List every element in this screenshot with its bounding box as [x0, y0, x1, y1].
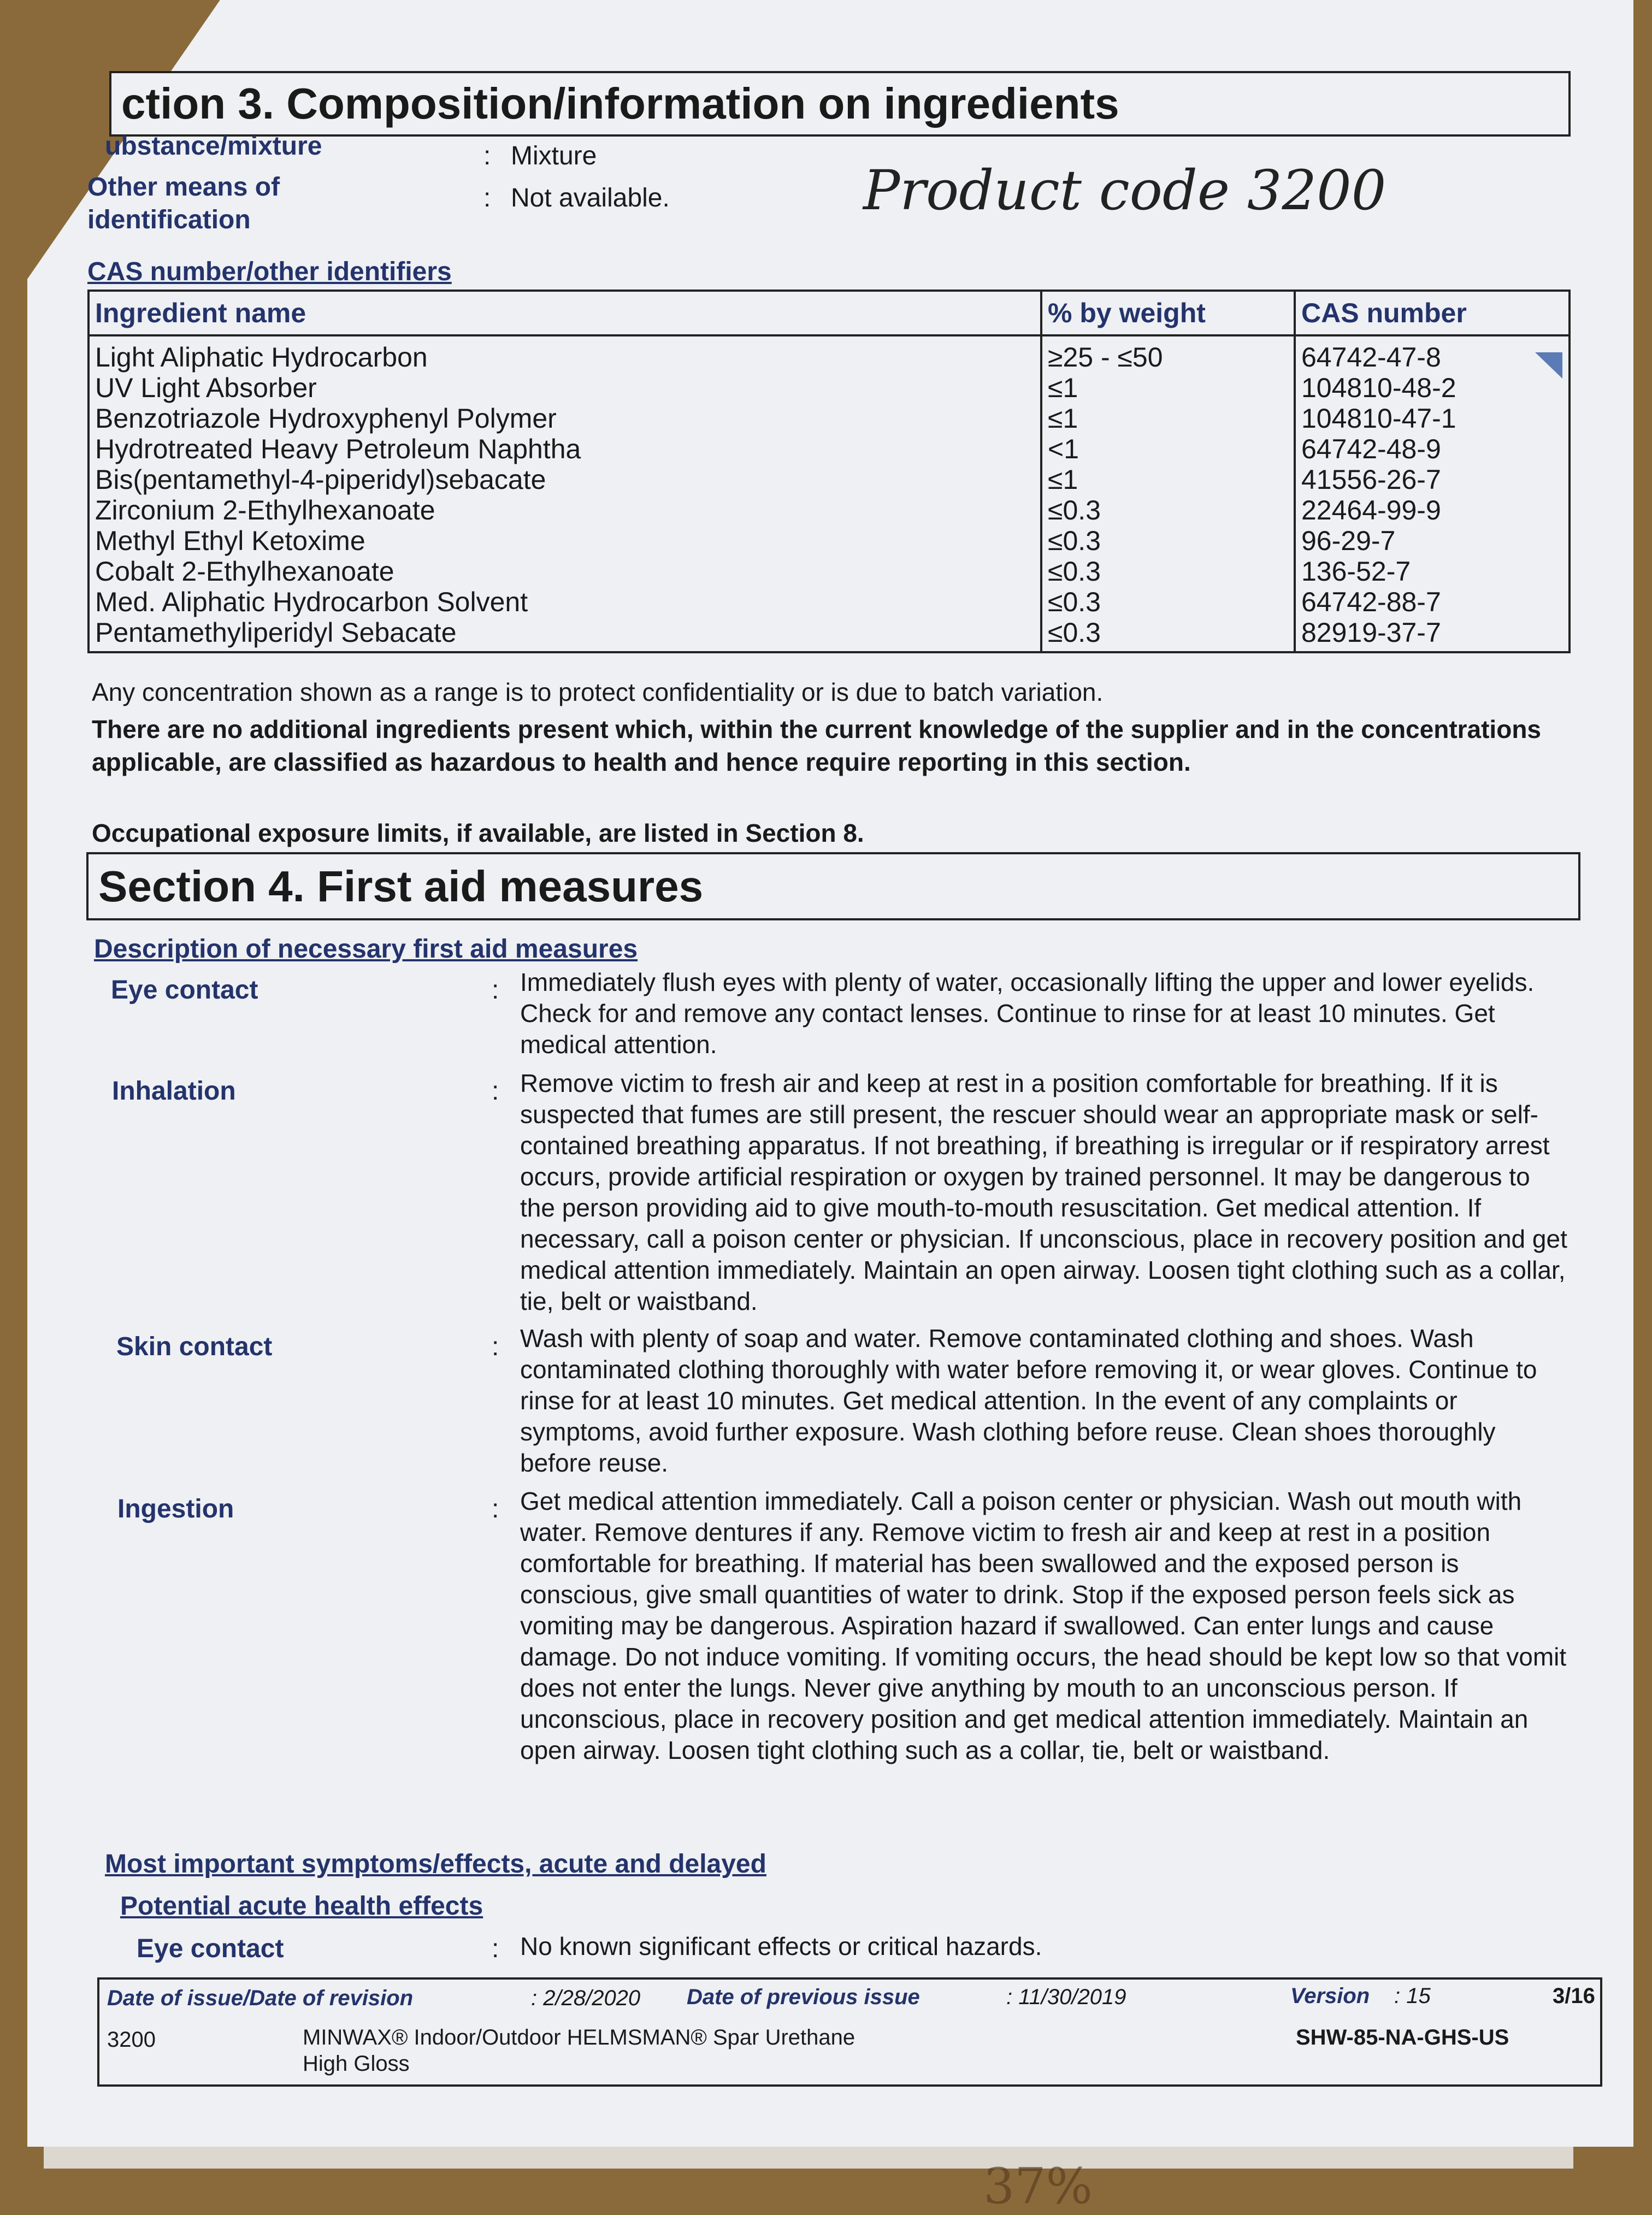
weight-percent: ≤0.3: [1041, 617, 1295, 652]
table-row: [88, 373, 1570, 403]
colon: :: [483, 184, 491, 212]
other-means-value: Not available.: [511, 184, 670, 212]
occupational-exposure-note: Occupational exposure limits, if available, are listed in Section 8.: [92, 819, 864, 847]
acute-eye-contact-label: Eye contact: [137, 1934, 284, 1963]
skin-contact-text: Wash with plenty of soap and water. Remove contaminated clothing and shoes. Wash contaminated clothing thoroughly with water before removing it, or wear gloves. Continue to rinse for at least 10 minutes. Get medical attention. In the event of any complaints or symptoms, avoid further exposure. Wash clothing before reuse. Clean shoes thoroughly before reuse.: [520, 1324, 1537, 1477]
cas-number: 96-29-7: [1295, 525, 1570, 556]
cas-number: 104810-47-1: [1295, 403, 1570, 434]
version-value: : 15: [1394, 1984, 1431, 2008]
table-row: [88, 335, 1570, 373]
acute-effects-heading: Potential acute health effects: [120, 1892, 483, 1921]
cas-number: 41556-26-7: [1295, 464, 1570, 495]
previous-issue-label: Date of previous issue: [687, 1985, 920, 2009]
weight-percent: ≤1: [1041, 464, 1295, 495]
background-scribble: 37%: [983, 2158, 1093, 2215]
cas-number: 64742-48-9: [1295, 434, 1570, 464]
product-name-line1: MINWAX® Indoor/Outdoor HELMSMAN® Spar Urethane: [303, 2025, 856, 2049]
table-row: [88, 495, 1570, 525]
colon: :: [492, 976, 499, 1005]
weight-percent: ≤0.3: [1041, 525, 1295, 556]
ingredient-name: Methyl Ethyl Ketoxime: [88, 525, 1041, 556]
section-3-title: ction 3. Composition/information on ingredients: [109, 71, 1571, 137]
handwritten-product-code: Product code 3200: [863, 158, 1386, 222]
ingredient-name: Cobalt 2-Ethylhexanoate: [88, 556, 1041, 587]
issue-date-label: Date of issue/Date of revision: [107, 1986, 414, 2010]
cas-number: 104810-48-2: [1295, 373, 1570, 403]
range-note: Any concentration shown as a range is to protect confidentiality or is due to batch variation.: [92, 678, 1104, 706]
version-label: Version: [1290, 1984, 1370, 2008]
ingestion-label: Ingestion: [117, 1495, 234, 1523]
cas-number: 82919-37-7: [1295, 617, 1570, 652]
underlying-page-edge: [44, 2147, 1573, 2169]
product-name-line2: High Gloss: [303, 2052, 410, 2076]
document-id: SHW-85-NA-GHS-US: [1296, 2025, 1509, 2049]
table-row: [88, 617, 1570, 652]
ingredient-name: Light Aliphatic Hydrocarbon: [88, 335, 1041, 373]
colon: :: [492, 1332, 499, 1361]
colon: :: [492, 1077, 499, 1106]
symptoms-heading: Most important symptoms/effects, acute and delayed: [105, 1850, 766, 1879]
inhalation-label: Inhalation: [112, 1077, 236, 1106]
cas-number: 64742-47-8: [1295, 335, 1570, 373]
other-means-label-line1: Other means of: [87, 173, 280, 202]
weight-percent: ≤1: [1041, 403, 1295, 434]
eye-contact-label: Eye contact: [111, 976, 258, 1005]
substance-mixture-value: Mixture: [511, 141, 597, 170]
weight-percent: ≤0.3: [1041, 495, 1295, 525]
column-header-ingredient: Ingredient name: [88, 291, 1041, 335]
weight-percent: <1: [1041, 434, 1295, 464]
other-means-label-line2: identification: [87, 205, 251, 234]
table-header-row: [88, 291, 1570, 335]
ingredient-name: UV Light Absorber: [88, 373, 1041, 403]
product-code: 3200: [107, 2028, 156, 2052]
page-footer: [97, 1977, 1602, 2087]
cas-identifiers-heading: CAS number/other identifiers: [87, 257, 452, 286]
cas-number: 64742-88-7: [1295, 587, 1570, 617]
skin-contact-label: Skin contact: [116, 1332, 273, 1361]
ingestion-text: Get medical attention immediately. Call a poison center or physician. Wash out mouth with water. Remove dentures if any. Remove victim to fresh air and keep at rest in a position comfortable for breathing. If material has been swallowed and the exposed person is conscious, give small quantities of water to drink. Stop if the exposed person feels sick as vomiting may be dangerous. Aspiration hazard if swallowed. Can enter lungs and cause damage. Do not induce vomiting. If vomiting occurs, the head should be kept low so that vomit does not enter the lungs. Never give anything by mouth to an unconscious person. If unconscious, place in recovery position and get medical attention immediately. Maintain an open airway. Loosen tight clothing such as a collar, tie, belt or waistband.: [520, 1487, 1567, 1764]
colon: :: [492, 1495, 499, 1523]
column-header-weight: % by weight: [1041, 291, 1295, 335]
ingredient-name: Benzotriazole Hydroxyphenyl Polymer: [88, 403, 1041, 434]
inhalation-text: Remove victim to fresh air and keep at rest in a position comfortable for breathing. If it is suspected that fumes are still present, the rescuer should wear an appropriate mask or self-contained breathing apparatus. If not breathing, if breathing is irregular or if respiratory arrest occurs, provide artificial respiration or oxygen by trained personnel. It may be dangerous to the person providing aid to give mouth-to-mouth resuscitation. Get medical attention. If necessary, call a poison center or physician. If unconscious, place in recovery position and get medical attention immediately. Maintain an open airway. Loosen tight clothing such as a collar, tie, belt or waistband.: [520, 1069, 1567, 1315]
ingredient-name: Hydrotreated Heavy Petroleum Naphtha: [88, 434, 1041, 464]
table-row: [88, 556, 1570, 587]
colon: :: [492, 1934, 499, 1963]
ingredient-name: Bis(pentamethyl-4-piperidyl)sebacate: [88, 464, 1041, 495]
colon: :: [483, 141, 491, 170]
eye-contact-text: Immediately flush eyes with plenty of water, occasionally lifting the upper and lower eyelids. Check for and remove any contact lenses. Continue to rinse for at least 10 minutes. Get medical attention.: [520, 968, 1535, 1059]
issue-date-value: : 2/28/2020: [531, 1986, 641, 2010]
column-header-cas: CAS number: [1295, 291, 1570, 335]
corner-triangle-icon: [1535, 352, 1562, 379]
cas-number: 136-52-7: [1295, 556, 1570, 587]
table-row: [88, 403, 1570, 434]
section-4-title: Section 4. First aid measures: [86, 852, 1580, 920]
table-row: [88, 525, 1570, 556]
substance-mixture-label: ubstance/mixture: [105, 132, 322, 161]
ingredient-name: Pentamethyliperidyl Sebacate: [88, 617, 1041, 652]
previous-issue-value: : 11/30/2019: [1006, 1985, 1126, 2009]
ingredients-table: [87, 290, 1571, 653]
cas-number: 22464-99-9: [1295, 495, 1570, 525]
weight-percent: ≤0.3: [1041, 556, 1295, 587]
table-row: [88, 587, 1570, 617]
table-row: [88, 434, 1570, 464]
acute-eye-contact-text: No known significant effects or critical hazards.: [520, 1932, 1042, 1960]
first-aid-description-heading: Description of necessary first aid measures: [94, 935, 638, 964]
weight-percent: ≥25 - ≤50: [1041, 335, 1295, 373]
ingredient-name: Zirconium 2-Ethylhexanoate: [88, 495, 1041, 525]
no-additional-ingredients-note: There are no additional ingredients present which, within the current knowledge of the supplier and in the concentrations applicable, are classified as hazardous to health and hence require reporting in this section.: [92, 715, 1541, 776]
table-row: [88, 464, 1570, 495]
page-number: 3/16: [1553, 1984, 1595, 2008]
ingredient-name: Med. Aliphatic Hydrocarbon Solvent: [88, 587, 1041, 617]
weight-percent: ≤1: [1041, 373, 1295, 403]
weight-percent: ≤0.3: [1041, 587, 1295, 617]
